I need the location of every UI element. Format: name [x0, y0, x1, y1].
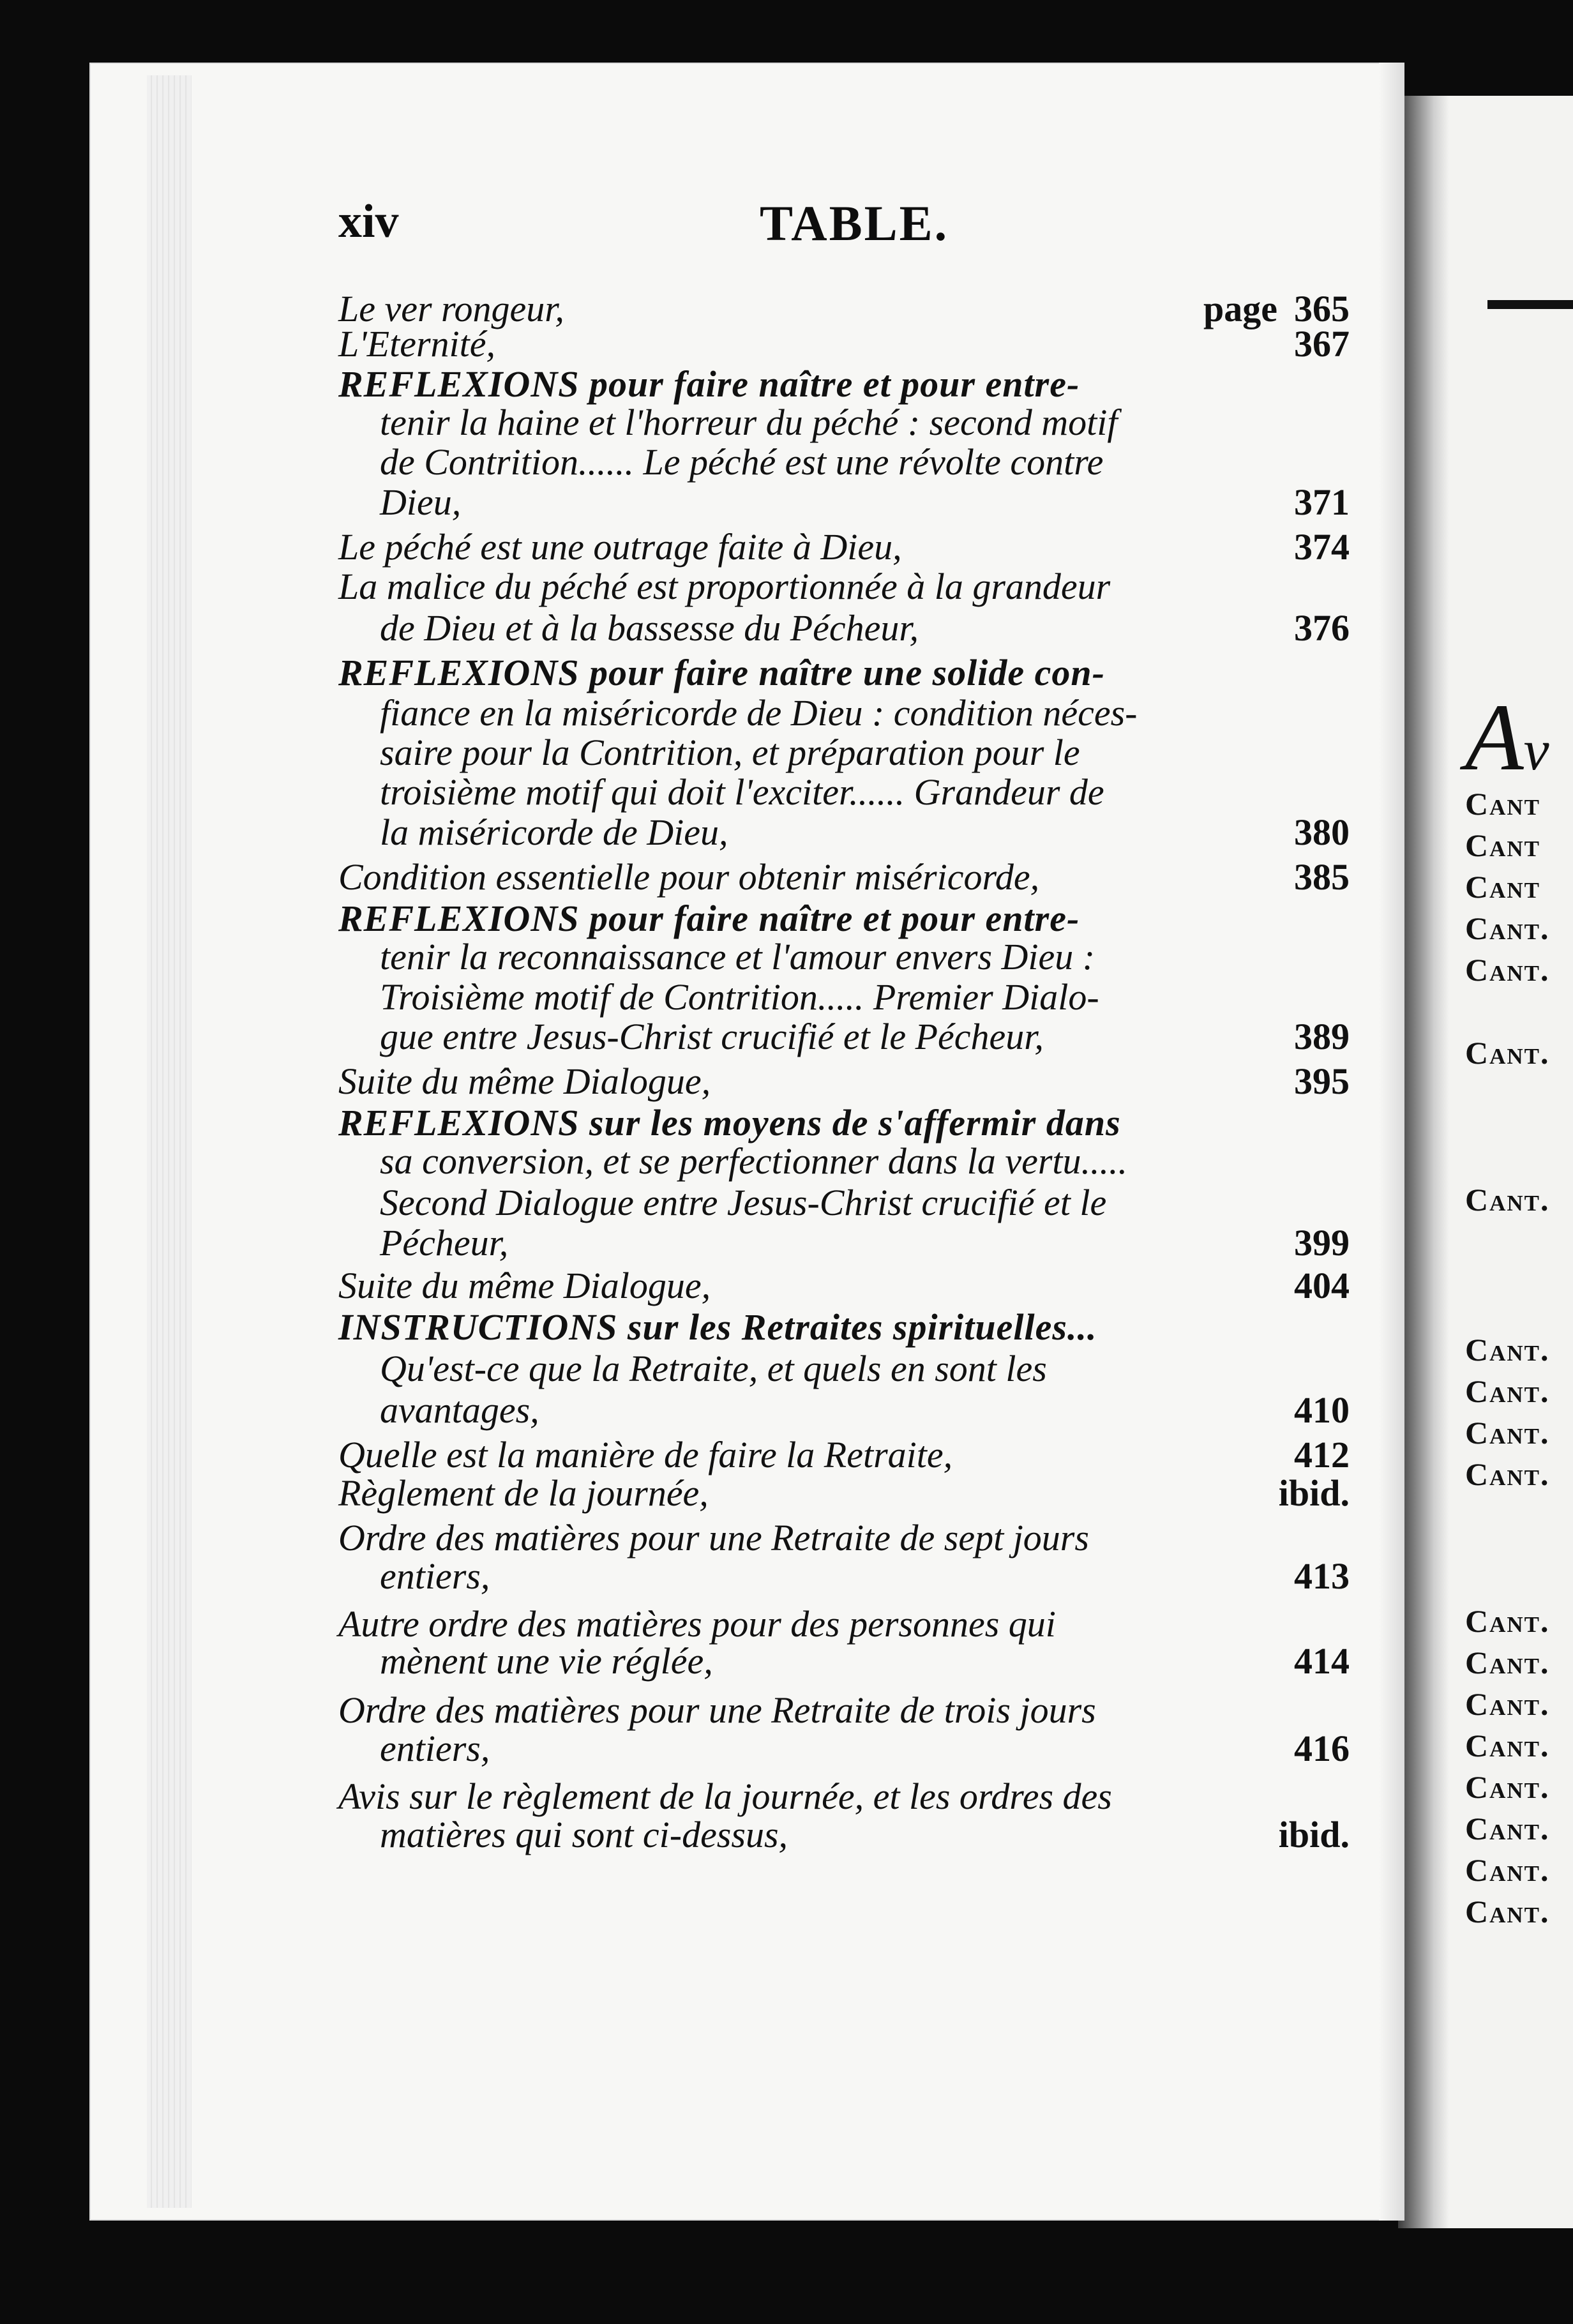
- page-number-value: 399: [1294, 1222, 1350, 1264]
- page-number-value: 371: [1294, 481, 1350, 523]
- toc-page-number: [1294, 1222, 1350, 1264]
- toc-page-number: [1294, 481, 1350, 523]
- facing-cant-label: Cant: [1465, 786, 1541, 822]
- toc-entry-line: REFLEXIONS pour faire naître une solide con-: [338, 652, 1105, 693]
- page-label: page: [1203, 288, 1277, 329]
- facing-cant-label: Cant.: [1465, 1852, 1550, 1888]
- toc-page-number: [1294, 1389, 1350, 1431]
- toc-page-number: [1294, 1434, 1350, 1475]
- toc-entry-line: gue entre Jesus-Christ crucifié et le Pécheur,: [380, 1016, 1044, 1057]
- page-number-value: 380: [1294, 811, 1350, 853]
- toc-page-number: [1279, 1816, 1350, 1853]
- page-number-value: ibid.: [1278, 1814, 1350, 1855]
- running-title: TABLE.: [760, 195, 949, 251]
- toc-entry-line: tenir la haine et l'horreur du péché : second motif: [380, 402, 1118, 443]
- toc-page-number: [1294, 1267, 1350, 1304]
- toc-page-number: [1294, 1060, 1350, 1102]
- facing-cant-label: Cant.: [1465, 1686, 1550, 1722]
- toc-entry-line: la miséricorde de Dieu,: [380, 811, 728, 853]
- facing-cant-label: Cant.: [1465, 1728, 1550, 1763]
- toc-page-number: [1294, 526, 1350, 568]
- page-number-value: 395: [1294, 1060, 1350, 1102]
- page-number-value: 412: [1294, 1434, 1350, 1475]
- toc-page-number: [1294, 1555, 1350, 1597]
- page-number-value: 367: [1294, 323, 1350, 365]
- page-number-value: 376: [1294, 607, 1350, 649]
- toc-entry-line: Dieu,: [380, 481, 462, 523]
- toc-entry-line: entiers,: [380, 1728, 490, 1769]
- toc-entry-line: fiance en la miséricorde de Dieu : condition néces-: [380, 692, 1138, 734]
- facing-cant-label: Cant.: [1465, 1603, 1550, 1639]
- facing-initial-tail: v: [1523, 719, 1549, 782]
- toc-entry-line: Ordre des matières pour une Retraite de sept jours: [338, 1517, 1089, 1558]
- toc-entry-line: Avis sur le règlement de la journée, et les ordres des: [338, 1776, 1112, 1817]
- toc-page-number: [1294, 1640, 1350, 1682]
- toc-entry-line: Troisième motif de Contrition..... Premier Dialo-: [380, 976, 1099, 1018]
- toc-entry-line: Quelle est la manière de faire la Retraite,: [338, 1434, 953, 1475]
- toc-entry-line: entiers,: [380, 1555, 490, 1597]
- page-number-value: 404: [1294, 1265, 1350, 1306]
- toc-entry-line: REFLEXIONS pour faire naître et pour entre-: [338, 363, 1080, 405]
- toc-entry-line: Le péché est une outrage faite à Dieu,: [338, 526, 902, 568]
- toc-page-number: [1203, 290, 1350, 328]
- facing-cant-label: Cant: [1465, 827, 1541, 863]
- facing-initial-letter: A: [1465, 684, 1524, 790]
- page-number-value: 374: [1294, 526, 1350, 568]
- page-number-value: 416: [1294, 1728, 1350, 1769]
- toc-entry-line: saire pour la Contrition, et préparation pour le: [380, 732, 1080, 773]
- page-number-value: ibid.: [1278, 1472, 1350, 1514]
- facing-cant-label: Cant.: [1465, 1456, 1550, 1492]
- toc-page-number: [1294, 1018, 1350, 1055]
- toc-entry-line: Le ver rongeur,: [338, 288, 564, 329]
- toc-entry-line: Règlement de la journée,: [338, 1472, 709, 1514]
- toc-page-number: [1294, 1730, 1350, 1767]
- facing-cant-label: Cant.: [1465, 1332, 1550, 1368]
- toc-entry-line: INSTRUCTIONS sur les Retraites spirituelles...: [338, 1306, 1097, 1348]
- page-number-value: 389: [1294, 1016, 1350, 1057]
- facing-cant-label: Cant.: [1465, 1415, 1550, 1451]
- toc-entry-line: Ordre des matières pour une Retraite de trois jours: [338, 1689, 1096, 1731]
- toc-entry-line: L'Eternité,: [338, 323, 495, 365]
- toc-entry-line: avantages,: [380, 1389, 539, 1431]
- facing-cant-label: Cant.: [1465, 1182, 1550, 1218]
- toc-page-number: [1294, 607, 1350, 649]
- page-number-value: 365: [1294, 288, 1350, 329]
- toc-entry-line: troisième motif qui doit l'exciter...... Grandeur de: [380, 771, 1104, 813]
- page-folio: xiv: [338, 195, 399, 248]
- toc-page-number: [1278, 1472, 1350, 1514]
- toc-entry-line: sa conversion, et se perfectionner dans la vertu.....: [380, 1140, 1128, 1182]
- facing-cant-label: Cant.: [1465, 952, 1550, 988]
- toc-page-number: [1294, 856, 1350, 898]
- page-number-value: 413: [1294, 1555, 1350, 1597]
- page-number-value: 385: [1294, 856, 1350, 898]
- toc-entry-line: Condition essentielle pour obtenir miséricorde,: [338, 856, 1040, 898]
- toc-page-number: [1294, 323, 1350, 365]
- facing-cant-label: Cant.: [1465, 910, 1550, 946]
- toc-entry-line: REFLEXIONS pour faire naître et pour entre-: [338, 898, 1080, 939]
- facing-cant-label: Cant.: [1465, 1894, 1550, 1929]
- toc-entry-line: Autre ordre des matières pour des personnes qui: [338, 1603, 1056, 1645]
- toc-entry-line: Suite du même Dialogue,: [338, 1060, 711, 1102]
- toc-entry-line: Qu'est-ce que la Retraite, et quels en sont les: [380, 1348, 1047, 1389]
- toc-entry-line: tenir la reconnaissance et l'amour envers Dieu :: [380, 936, 1095, 977]
- page-number-value: 414: [1294, 1640, 1350, 1682]
- facing-cant-label: Cant: [1465, 869, 1541, 905]
- toc-entry-line: mènent une vie réglée,: [380, 1640, 713, 1682]
- toc-entry-line: matières qui sont ci-dessus,: [380, 1814, 788, 1855]
- toc-entry-line: de Dieu et à la bassesse du Pécheur,: [380, 607, 919, 649]
- facing-cant-label: Cant.: [1465, 1769, 1550, 1805]
- toc-entry-line: de Contrition...... Le péché est une révolte contre: [380, 441, 1104, 483]
- toc-entry-line: Suite du même Dialogue,: [338, 1265, 711, 1306]
- facing-cant-label: Cant.: [1465, 1811, 1550, 1846]
- toc-entry-line: Second Dialogue entre Jesus-Christ crucifié et le: [380, 1182, 1107, 1223]
- toc-entry-line: Pécheur,: [380, 1222, 509, 1264]
- toc-entry-line: REFLEXIONS sur les moyens de s'affermir dans: [338, 1102, 1121, 1143]
- facing-cant-label: Cant.: [1465, 1035, 1550, 1071]
- facing-cant-label: Cant.: [1465, 1373, 1550, 1409]
- page-number-value: 410: [1294, 1389, 1350, 1431]
- toc-entry-line: La malice du péché est proportionnée à la grandeur: [338, 566, 1111, 607]
- toc-page-number: [1294, 811, 1350, 853]
- facing-cant-label: Cant.: [1465, 1645, 1550, 1680]
